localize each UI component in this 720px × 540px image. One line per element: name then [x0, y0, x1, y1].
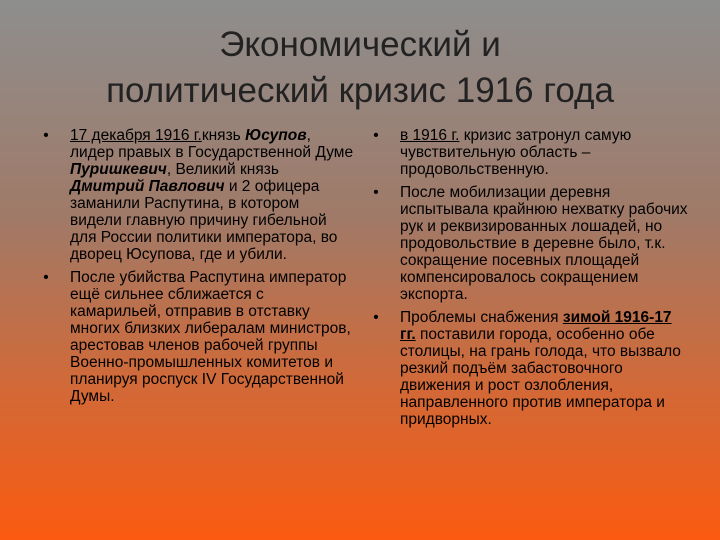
right-bullet-list — [370, 127, 690, 428]
bullet-icon: • — [43, 269, 49, 286]
body-text: поставили города, особенно обе столицы, на грань голода, что вызвало резкий подъём забастовочного движения и рост озлобления, направленного против императора и придворных. — [400, 326, 681, 428]
body-text: После мобилизации деревня испытывала крайнюю нехватку рабочих рук и реквизированных лошадей, но продовольствие в деревне было, т.к. сокращение посевных площадей компенсировалось сокращением экспорта. — [400, 184, 688, 303]
body-text: кризис затронул самую чувствительную область – продовольственную. — [400, 127, 632, 178]
date-text: 17 декабря 1916 г. — [70, 127, 202, 144]
right-column — [370, 127, 690, 434]
date-text: в 1916 г. — [400, 127, 460, 144]
person-name: Юсупов — [245, 127, 307, 144]
left-bullet-list — [40, 127, 355, 405]
bullet-icon: • — [43, 127, 49, 144]
list-item — [40, 127, 355, 263]
list-item — [40, 269, 355, 405]
body-text: Проблемы снабжения — [400, 309, 563, 326]
date-text: зимой 1916-17 гг. — [400, 309, 672, 343]
list-item — [370, 309, 690, 428]
body-text: князь — [201, 127, 246, 144]
left-column — [40, 127, 355, 411]
title-line-1: Экономический и — [219, 25, 501, 64]
bullet-icon: • — [373, 309, 379, 326]
body-text: После убийства Распутина император ещё сильнее сближается с камарильей, отправив в отставку многих близких либералам министров, арестовав членов рабочей группы Военно-промышленных комитетов и планируя роспуск IV Государственной Думы. — [70, 269, 351, 405]
body-text: и 2 офицера заманили Распутина, в котором видели главную причину гибельной для России политики императора, во дворец Юсупова, где и убили. — [70, 178, 338, 263]
list-item — [370, 127, 690, 178]
body-text: , Великий князь — [166, 161, 279, 178]
title-line-2: политический кризис 1916 года — [106, 71, 614, 110]
bullet-icon: • — [373, 127, 379, 144]
person-name: Пуришкевич — [70, 161, 167, 178]
body-text: , лидер правых в Государственной Думе — [70, 127, 354, 161]
list-item — [370, 184, 690, 303]
bullet-icon: • — [373, 184, 379, 201]
slide-title — [0, 22, 720, 114]
person-name: Дмитрий Павлович — [70, 178, 225, 195]
